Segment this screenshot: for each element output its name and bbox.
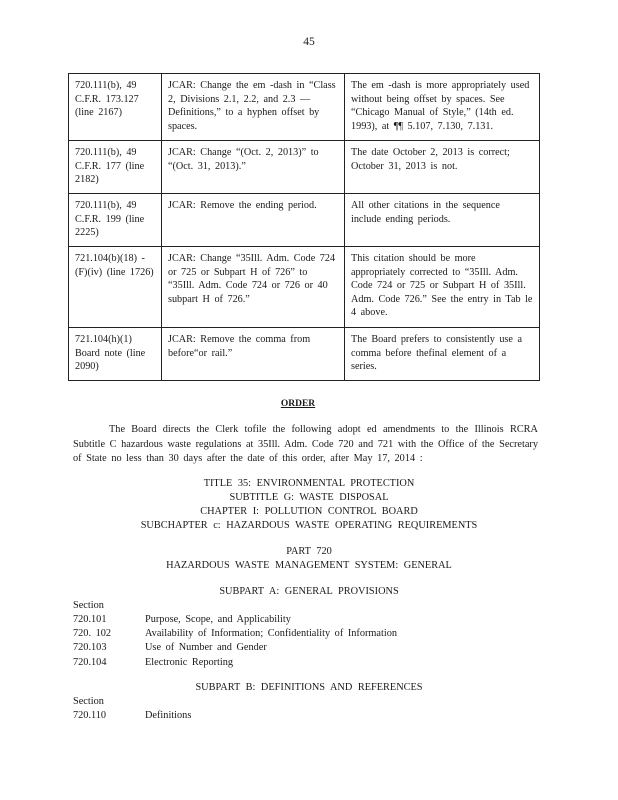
- order-heading: ORDER: [280, 399, 316, 409]
- page-number: 45: [303, 36, 315, 48]
- subpart-b-heading: SUBPART B: DEFINITIONS AND REFERENCES: [195, 682, 423, 693]
- revision-cell: JCAR: Change the em -dash in “Class 2, Divisions 2.1, 2.2, and 2.3 — Definitions,” to a hyphen offset by spaces.: [162, 74, 345, 141]
- explanation-cell: The em -dash is more appropriately used without being offset by spaces. See “Chicago Manual of Style,” (14th ed. 1993), at ¶¶ 5.107, 7.130, 7.131.: [345, 74, 540, 141]
- section-title: Availability of Information; Confidentiality of Information: [145, 628, 398, 640]
- section-label: Section: [73, 600, 104, 611]
- revisions-table: [68, 73, 540, 381]
- section-title: Definitions: [145, 710, 192, 721]
- explanation-cell: All other citations in the sequence include ending periods.: [345, 194, 540, 247]
- list-item: [73, 641, 543, 655]
- table-row: [69, 247, 540, 328]
- list-item: [73, 627, 543, 641]
- list-item: [73, 613, 543, 627]
- source-cell: 720.111(b), 49 C.F.R. 177 (line 2182): [69, 141, 162, 194]
- chapter-line: CHAPTER I: POLLUTION CONTROL BOARD: [200, 506, 418, 517]
- list-item: [73, 709, 543, 723]
- part-label: PART 720: [286, 546, 332, 557]
- subpart-a-heading: SUBPART A: GENERAL PROVISIONS: [219, 586, 399, 597]
- source-cell: 721.104(h)(1) Board note (line 2090): [69, 328, 162, 381]
- revision-cell: JCAR: Change “(Oct. 2, 2013)” to “(Oct. 31, 2013).”: [162, 141, 345, 194]
- explanation-cell: The Board prefers to consistently use a comma before thefinal element of a series.: [345, 328, 540, 381]
- section-title: Use of Number and Gender: [145, 642, 267, 654]
- revision-cell: JCAR: Remove the comma from before“or rail.”: [162, 328, 345, 381]
- table-row: [69, 328, 540, 381]
- subtitle-line: SUBTITLE G: WASTE DISPOSAL: [229, 492, 389, 503]
- part-name: HAZARDOUS WASTE MANAGEMENT SYSTEM: GENERAL: [166, 560, 452, 571]
- section-number: 720. 102: [73, 628, 112, 640]
- explanation-cell: This citation should be more appropriately corrected to “35Ill. Adm. Code 724 or 725 or Subpart H of 35Ill. Adm. Code 726.” See the entry in Tab le 4 above.: [345, 247, 540, 328]
- source-cell: 721.104(b)(18) -(F)(iv) (line 1726): [69, 247, 162, 328]
- order-paragraph: The Board directs the Clerk tofile the following adopt ed amendments to the Illinois RCRA Subtitle C hazardous waste regulations at 35Ill. Adm. Code 720 and 721 with the Office of the Secretary of State no less than 30 days after the date of this order, after May 17, 2014 :: [73, 424, 538, 464]
- source-cell: 720.111(b), 49 C.F.R. 199 (line 2225): [69, 194, 162, 247]
- section-number: 720.103: [73, 642, 107, 654]
- section-number: 720.110: [73, 710, 107, 721]
- title-line: TITLE 35: ENVIRONMENTAL PROTECTION: [203, 478, 415, 489]
- subchapter-line: SUBCHAPTER c: HAZARDOUS WASTE OPERATING REQUIREMENTS: [140, 520, 478, 531]
- source-cell: 720.111(b), 49 C.F.R. 173.127 (line 2167): [69, 74, 162, 141]
- section-title: Electronic Reporting: [145, 656, 234, 668]
- revision-cell: JCAR: Change “35Ill. Adm. Code 724 or 725 or Subpart H of 726” to “35Ill. Adm. Code 724 or 726 or 40 subpart H of 726.”: [162, 247, 345, 328]
- section-title: Purpose, Scope, and Applicability: [145, 614, 291, 625]
- table-row: [69, 194, 540, 247]
- table-row: [69, 141, 540, 194]
- section-number: 720.104: [73, 656, 107, 668]
- subpart-b-section-list: [73, 709, 543, 723]
- list-item: [73, 656, 543, 670]
- section-number: 720.101: [73, 614, 107, 625]
- table-row: [69, 74, 540, 141]
- revision-cell: JCAR: Remove the ending period.: [162, 194, 345, 247]
- explanation-cell: The date October 2, 2013 is correct; October 31, 2013 is not.: [345, 141, 540, 194]
- section-label: Section: [73, 696, 104, 707]
- subpart-a-section-list: [73, 613, 543, 670]
